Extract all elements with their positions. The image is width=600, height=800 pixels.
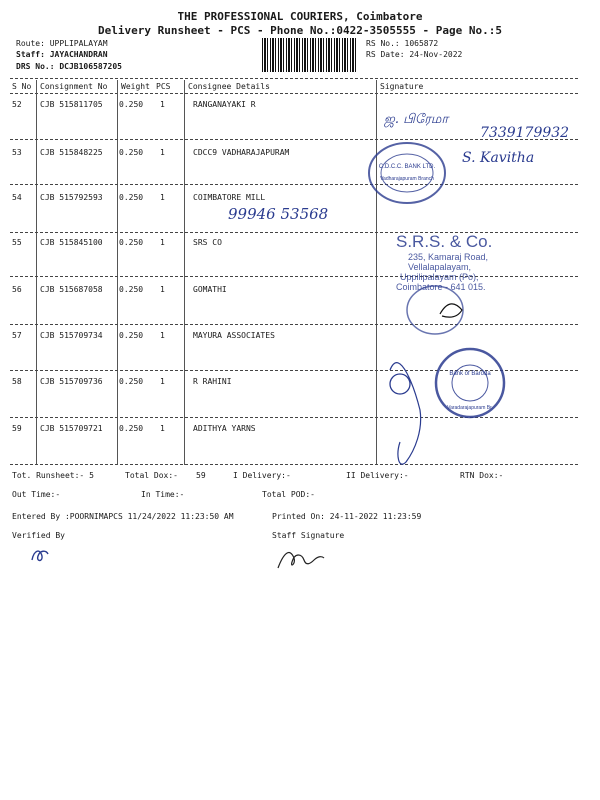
row-weight: 0.250 [119,238,144,247]
row-pcs: 1 [160,331,165,340]
table-row [12,424,582,436]
drs-number: DRS No.: DCJB106587205 [16,62,122,71]
row-consignee: MAYURA ASSOCIATES [193,331,275,340]
total-dox-label: Total Dox:- [125,471,178,480]
total-pod: Total POD:- [262,490,315,499]
col-consignee: Consignee Details [188,82,270,91]
row-consignee: RANGANAYAKI R [193,100,256,109]
handwritten-name: ஜ. பிரேமா [384,112,449,127]
row-weight: 0.250 [119,100,144,109]
row-sno: 56 [12,285,22,294]
bank-seal-subtext: Vadharajapuram Branch [380,176,434,182]
row-consignee: COIMBATORE MILL [193,193,266,202]
verified-by: Verified By [12,531,65,540]
column-rule [117,80,118,465]
staff-signature-label: Staff Signature [272,531,345,540]
i-delivery: I Delivery:- [233,471,291,480]
row-sno: 53 [12,148,22,157]
row-consignment: CJB 515709734 [40,331,103,340]
col-signature: Signature [380,82,424,91]
col-consignment: Consignment No [40,82,108,91]
barcode [262,38,358,72]
col-weight: Weight [121,82,150,91]
out-time: Out Time:- [12,490,61,499]
row-weight: 0.250 [119,285,144,294]
row-pcs: 1 [160,424,165,433]
tot-runsheet: Tot. Runsheet:- 5 [12,471,94,480]
rtn-dox: RTN Dox:- [460,471,504,480]
row-consignment: CJB 515811705 [40,100,103,109]
baroda-seal-text: Bank of Baroda [449,371,491,377]
col-sno: S No [12,82,32,91]
divider [10,184,578,185]
row-sno: 55 [12,238,22,247]
row-weight: 0.250 [119,193,144,202]
total-dox-value: 59 [196,471,206,480]
row-pcs: 1 [160,148,165,157]
col-pcs: PCS [156,82,171,91]
bank-seal [362,138,452,208]
printed-on: Printed On: 24-11-2022 11:23:59 [272,512,422,521]
in-time: In Time:- [141,490,185,499]
row-pcs: 1 [160,285,165,294]
row-weight: 0.250 [119,424,144,433]
row-weight: 0.250 [119,148,144,157]
row-sno: 52 [12,100,22,109]
row-consignee: CDCC9 VADHARAJAPURAM [193,148,290,157]
rs-date: RS Date: 24-Nov-2022 [366,50,463,59]
column-rule [184,80,185,465]
row-pcs: 1 [160,377,165,386]
baroda-seal-subtext: Varadarajapuram Br. [447,405,493,411]
route-label: Route: UPPLIPALAYAM [16,39,108,48]
rs-number: RS No.: 1065872 [366,39,439,48]
row-consignee: R RAHINI [193,377,232,386]
row-consignment: CJB 515792593 [40,193,103,202]
runsheet-subtitle: Delivery Runsheet - PCS - Phone No.:0422-3505555 - Page No.:5 [98,24,502,37]
bank-seal-text: C.D.C.C. BANK LTD. [378,164,436,170]
handwritten-phone: 7339179932 [480,125,570,141]
row-pcs: 1 [160,238,165,247]
divider [10,93,578,94]
runsheet-title: THE PROFESSIONAL COURIERS, Coimbatore [177,10,423,23]
row-sno: 58 [12,377,22,386]
row-sno: 59 [12,424,22,433]
handwritten-signature: S. Kavitha [462,150,535,166]
handwritten-signature-line [350,340,430,470]
divider [10,78,578,79]
entered-by: Entered By :POORNIMAPCS 11/24/2022 11:23:50 AM [12,512,234,521]
srs-stamp-line: Coimbatore - 641 015. [396,282,486,292]
staff-label: Staff: JAYACHANDRAN [16,50,108,59]
row-consignment: CJB 515845100 [40,238,103,247]
row-consignee: GOMATHI [193,285,227,294]
row-weight: 0.250 [119,331,144,340]
row-sno: 57 [12,331,22,340]
divider [10,324,578,325]
row-consignment: CJB 515687058 [40,285,103,294]
row-consignment: CJB 515709721 [40,424,103,433]
verified-initial [28,544,52,564]
row-consignment: CJB 515848225 [40,148,103,157]
row-pcs: 1 [160,193,165,202]
bank-seal-small [400,282,480,342]
srs-stamp-line: 235, Kamaraj Road, [408,252,489,262]
srs-stamp-title: S.R.S. & Co. [396,232,493,251]
srs-stamp-line: Vellalapalayam, [408,262,472,272]
srs-stamp-line: Uppilipalayam (Po), [400,272,479,282]
ii-delivery: II Delivery:- [346,471,409,480]
row-consignment: CJB 515709736 [40,377,103,386]
table-row [12,100,582,112]
handwritten-phone: 99946 53568 [228,205,329,223]
table-row [12,193,582,205]
baroda-seal [430,345,510,421]
row-sno: 54 [12,193,22,202]
row-consignee: SRS CO [193,238,222,247]
row-pcs: 1 [160,100,165,109]
row-consignee: ADITHYA YARNS [193,424,256,433]
column-rule [36,80,37,465]
row-weight: 0.250 [119,377,144,386]
divider [10,464,578,465]
table-row [12,331,582,343]
staff-signature-mark [272,540,332,574]
